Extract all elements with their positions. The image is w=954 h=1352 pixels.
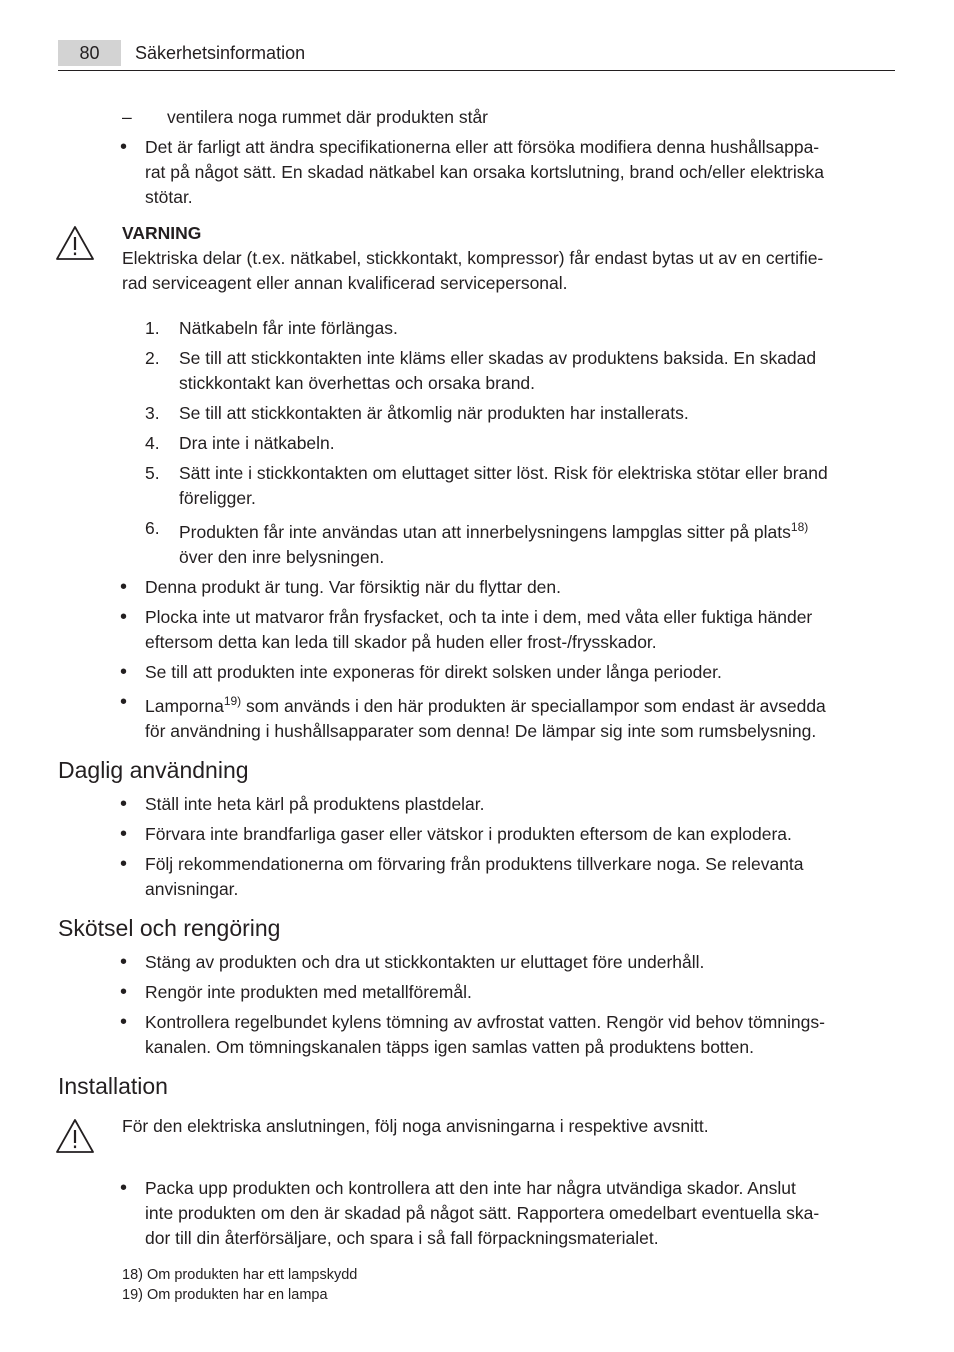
list-item-line: Sätt inte i stickkontakten om eluttaget sitter löst. Risk för elektriska stötar eller brand <box>179 463 828 483</box>
bullet-marker: • <box>120 793 128 815</box>
running-header: Säkerhetsinformation <box>135 43 306 63</box>
list-item-line: stickkontakt kan överhettas och orsaka brand. <box>179 373 536 393</box>
bullet-marker: • <box>120 136 128 158</box>
list-item-line: Dra inte i nätkabeln. <box>179 433 335 453</box>
bullet-line: kanalen. Om tömningskanalen täpps igen samlas vatten på produktens botten. <box>145 1037 754 1057</box>
warning-text-line: rad serviceagent eller annan kvalificerad servicepersonal. <box>122 273 568 293</box>
warning-text-line: Elektriska delar (t.ex. nätkabel, stickkontakt, kompressor) får endast bytas ut av en certifie- <box>122 248 824 268</box>
bullet-line: Denna produkt är tung. Var försiktig när du flyttar den. <box>145 577 562 597</box>
list-item-line: Se till att stickkontakten är åtkomlig när produkten har installerats. <box>179 403 689 423</box>
list-number: 2. <box>145 348 160 368</box>
bullet-line: Plocka inte ut matvaror från frysfacket, och ta inte i dem, med våta eller fuktiga händer <box>145 607 813 627</box>
bullet-marker: • <box>120 606 128 628</box>
bullet-line: Förvara inte brandfarliga gaser eller vätskor i produkten eftersom de kan explodera. <box>145 824 792 844</box>
warning-triangle-icon <box>55 1118 95 1154</box>
bullet-text: som används i den här produkten är speciallampor som endast är avsedda <box>241 696 826 716</box>
section-heading-daily: Daglig användning <box>58 757 249 783</box>
section-heading-installation: Installation <box>58 1073 168 1099</box>
dash-marker: – <box>122 107 132 127</box>
warning-text-line: För den elektriska anslutningen, följ noga anvisningarna i respektive avsnitt. <box>122 1116 709 1136</box>
bullet-marker: • <box>120 1177 128 1199</box>
bullet-text: Lamporna <box>145 696 224 716</box>
bullet-marker: • <box>120 823 128 845</box>
bullet-marker: • <box>120 661 128 683</box>
bullet-line: Det är farligt att ändra specifikationerna eller att försöka modifiera denna hushållsappa- <box>145 137 820 157</box>
bullet-marker: • <box>120 1011 128 1033</box>
list-item-line: föreligger. <box>179 488 256 508</box>
section-heading-care: Skötsel och rengöring <box>58 915 281 941</box>
bullet-line: anvisningar. <box>145 879 239 899</box>
bullet-line: för användning i hushållsapparater som denna! De lämpar sig inte som rumsbelysning. <box>145 721 817 741</box>
bullet-marker: • <box>120 576 128 598</box>
bullet-marker: • <box>120 691 128 713</box>
bullet-line: Rengör inte produkten med metallföremål. <box>145 982 472 1002</box>
list-item-line: Se till att stickkontakten inte kläms eller skadas av produktens baksida. En skadad <box>179 348 817 368</box>
list-number: 6. <box>145 518 160 538</box>
bullet-line: Följ rekommendationerna om förvaring från produktens tillverkare noga. Se relevanta <box>145 854 804 874</box>
bullet-line: Packa upp produkten och kontrollera att den inte har några utvändiga skador. Anslut <box>145 1178 796 1198</box>
bullet-line: Kontrollera regelbundet kylens tömning av avfrostat vatten. Rengör vid behov tömnings- <box>145 1012 825 1032</box>
bullet-line <box>145 694 826 719</box>
warning-triangle-icon <box>55 225 95 261</box>
bullet-line: Ställ inte heta kärl på produktens plastdelar. <box>145 794 485 814</box>
list-item-line: över den inre belysningen. <box>179 547 385 567</box>
bullet-line: Stäng av produkten och dra ut stickkontakten ur eluttaget före underhåll. <box>145 952 705 972</box>
footnote-ref: 18) <box>790 520 809 534</box>
dash-item: ventilera noga rummet där produkten står <box>167 107 488 127</box>
list-number: 1. <box>145 318 160 338</box>
list-item-text: Produkten får inte användas utan att innerbelysningens lampglas sitter på plats <box>179 522 791 542</box>
page-number: 80 <box>58 40 121 66</box>
bullet-line: dor till din återförsäljare, och spara i så fall förpackningsmaterialet. <box>145 1228 659 1248</box>
bullet-marker: • <box>120 853 128 875</box>
bullet-line: Se till att produkten inte exponeras för direkt solsken under långa perioder. <box>145 662 722 682</box>
footnote: 19) Om produkten har en lampa <box>122 1287 328 1303</box>
list-number: 5. <box>145 463 160 483</box>
bullet-line: eftersom detta kan leda till skador på huden eller frost-/frysskador. <box>145 632 657 652</box>
bullet-line: inte produkten om den är skadad på något sätt. Rapportera omedelbart eventuella ska- <box>145 1203 820 1223</box>
bullet-marker: • <box>120 981 128 1003</box>
footnote: 18) Om produkten har ett lampskydd <box>122 1267 358 1283</box>
header-divider <box>58 70 895 71</box>
bullet-line: rat på något sätt. En skadad nätkabel kan orsaka kortslutning, brand och/eller elektriska <box>145 162 825 182</box>
footnote-ref: 19) <box>223 694 242 708</box>
bullet-line: stötar. <box>145 187 193 207</box>
list-item-line: Nätkabeln får inte förlängas. <box>179 318 398 338</box>
list-item-line <box>179 520 808 545</box>
bullet-marker: • <box>120 951 128 973</box>
list-number: 3. <box>145 403 160 423</box>
list-number: 4. <box>145 433 160 453</box>
warning-title: VARNING <box>122 223 202 243</box>
